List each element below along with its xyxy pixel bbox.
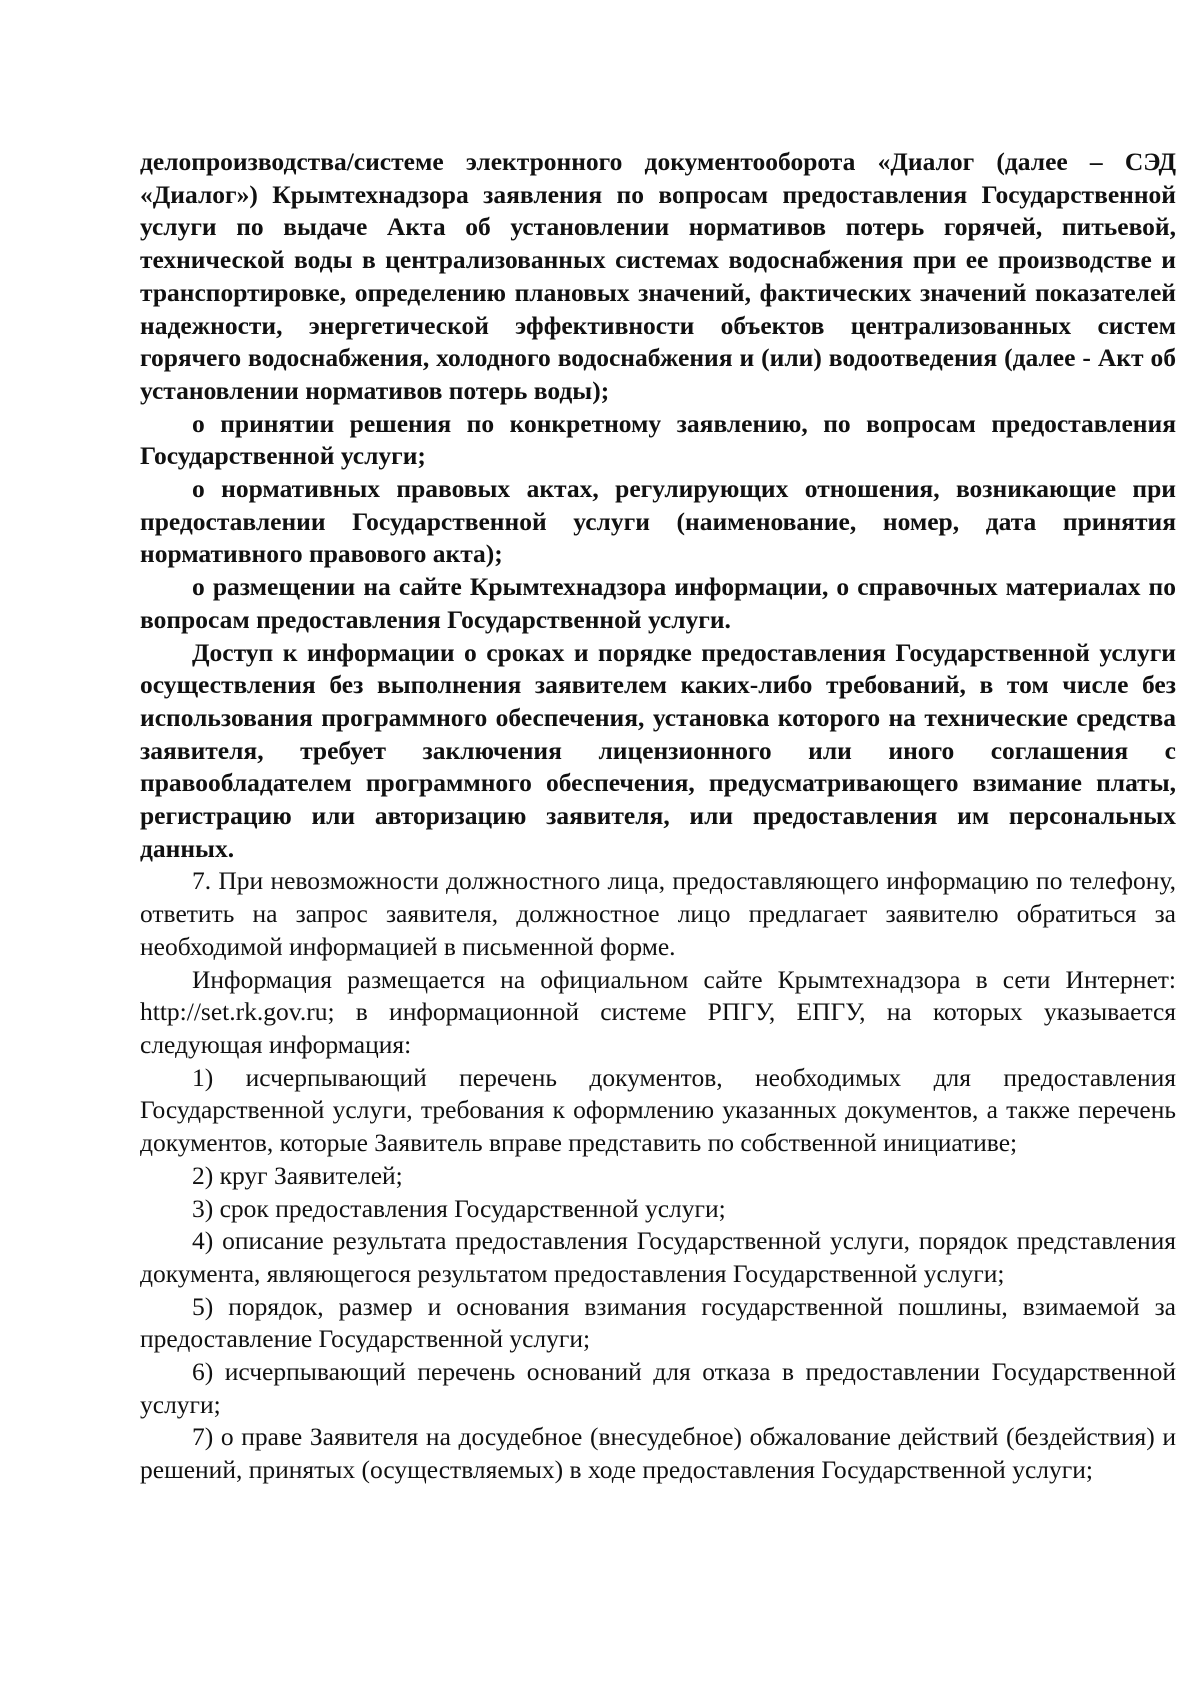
list-item-4: 4) описание результата предоставления Государственной услуги, порядок представления документа, являющегося результатом предоставления Государственной услуги; [140, 1226, 1176, 1288]
paragraph-info-placement: Информация размещается на официальном сайте Крымтехнадзора в сети Интернет: http://set.rk.gov.ru; в информационной системе РПГУ, ЕПГУ, на которых указывается следующая информация: [140, 964, 1176, 1059]
paragraph-sed-dialog: делопроизводства/системе электронного документооборота «Диалог (далее – СЭД «Диалог») Крымтехнадзора заявления по вопросам предоставления Государственной услуги по выдаче Акта об установлении нормативов потерь горячей, питьевой, технической воды в централизованных системах водоснабжения при ее производстве и транспортировке, определению плановых значений, фактических значений показателей надежности, энергетической эффективности объектов централизованных систем горячего водоснабжения, холодного водоснабжения и (или) водоотведения (далее - Акт об установлении нормативов потерь воды); [140, 147, 1176, 405]
list-item-6: 6) исчерпывающий перечень оснований для отказа в предоставлении Государственной услуги; [140, 1357, 1176, 1419]
list-item-5: 5) порядок, размер и основания взимания государственной пошлины, взимаемой за предоставление Государственной услуги; [140, 1291, 1176, 1354]
list-item-7: 7) о праве Заявителя на досудебное (внесудебное) обжалование действий (бездействия) и решений, принятых (осуществляемых) в ходе предоставления Государственной услуги; [140, 1422, 1176, 1485]
paragraph-decision: о принятии решения по конкретному заявлению, по вопросам предоставления Государственной услуги; [140, 408, 1176, 471]
list-item-1: 1) исчерпывающий перечень документов, необходимых для предоставления Государственной услуги, требования к оформлению указанных документов, а также перечень документов, которые Заявитель вправе представить по собственной инициативе; [140, 1062, 1176, 1158]
list-item-3: 3) срок предоставления Государственной услуги; [192, 1193, 726, 1223]
paragraph-legal-acts: о нормативных правовых актах, регулирующих отношения, возникающие при предоставлении Государственной услуги (наименование, номер, дата принятия нормативного правового акта); [140, 474, 1176, 569]
paragraph-access: Доступ к информации о сроках и порядке предоставления Государственной услуги осуществления без выполнения заявителем каких-либо требований, в том числе без использования программного обеспечения, установка которого на технические средства заявителя, требует заключения лицензионного или иного соглашения с правообладателем программного обеспечения, предусматривающего взимание платы, регистрацию или авторизацию заявителя, или предоставления им персональных данных. [140, 637, 1176, 863]
list-item-2: 2) круг Заявителей; [192, 1160, 403, 1190]
paragraph-website-info: о размещении на сайте Крымтехнадзора информации, о справочных материалах по вопросам предоставления Государственной услуги. [140, 572, 1176, 634]
paragraph-item-7: 7. При невозможности должностного лица, предоставляющего информацию по телефону, ответить на запрос заявителя, должностное лицо предлагает заявителю обратиться за необходимой информацией в письменной форме. [140, 866, 1176, 961]
document-body [140, 146, 1176, 1487]
